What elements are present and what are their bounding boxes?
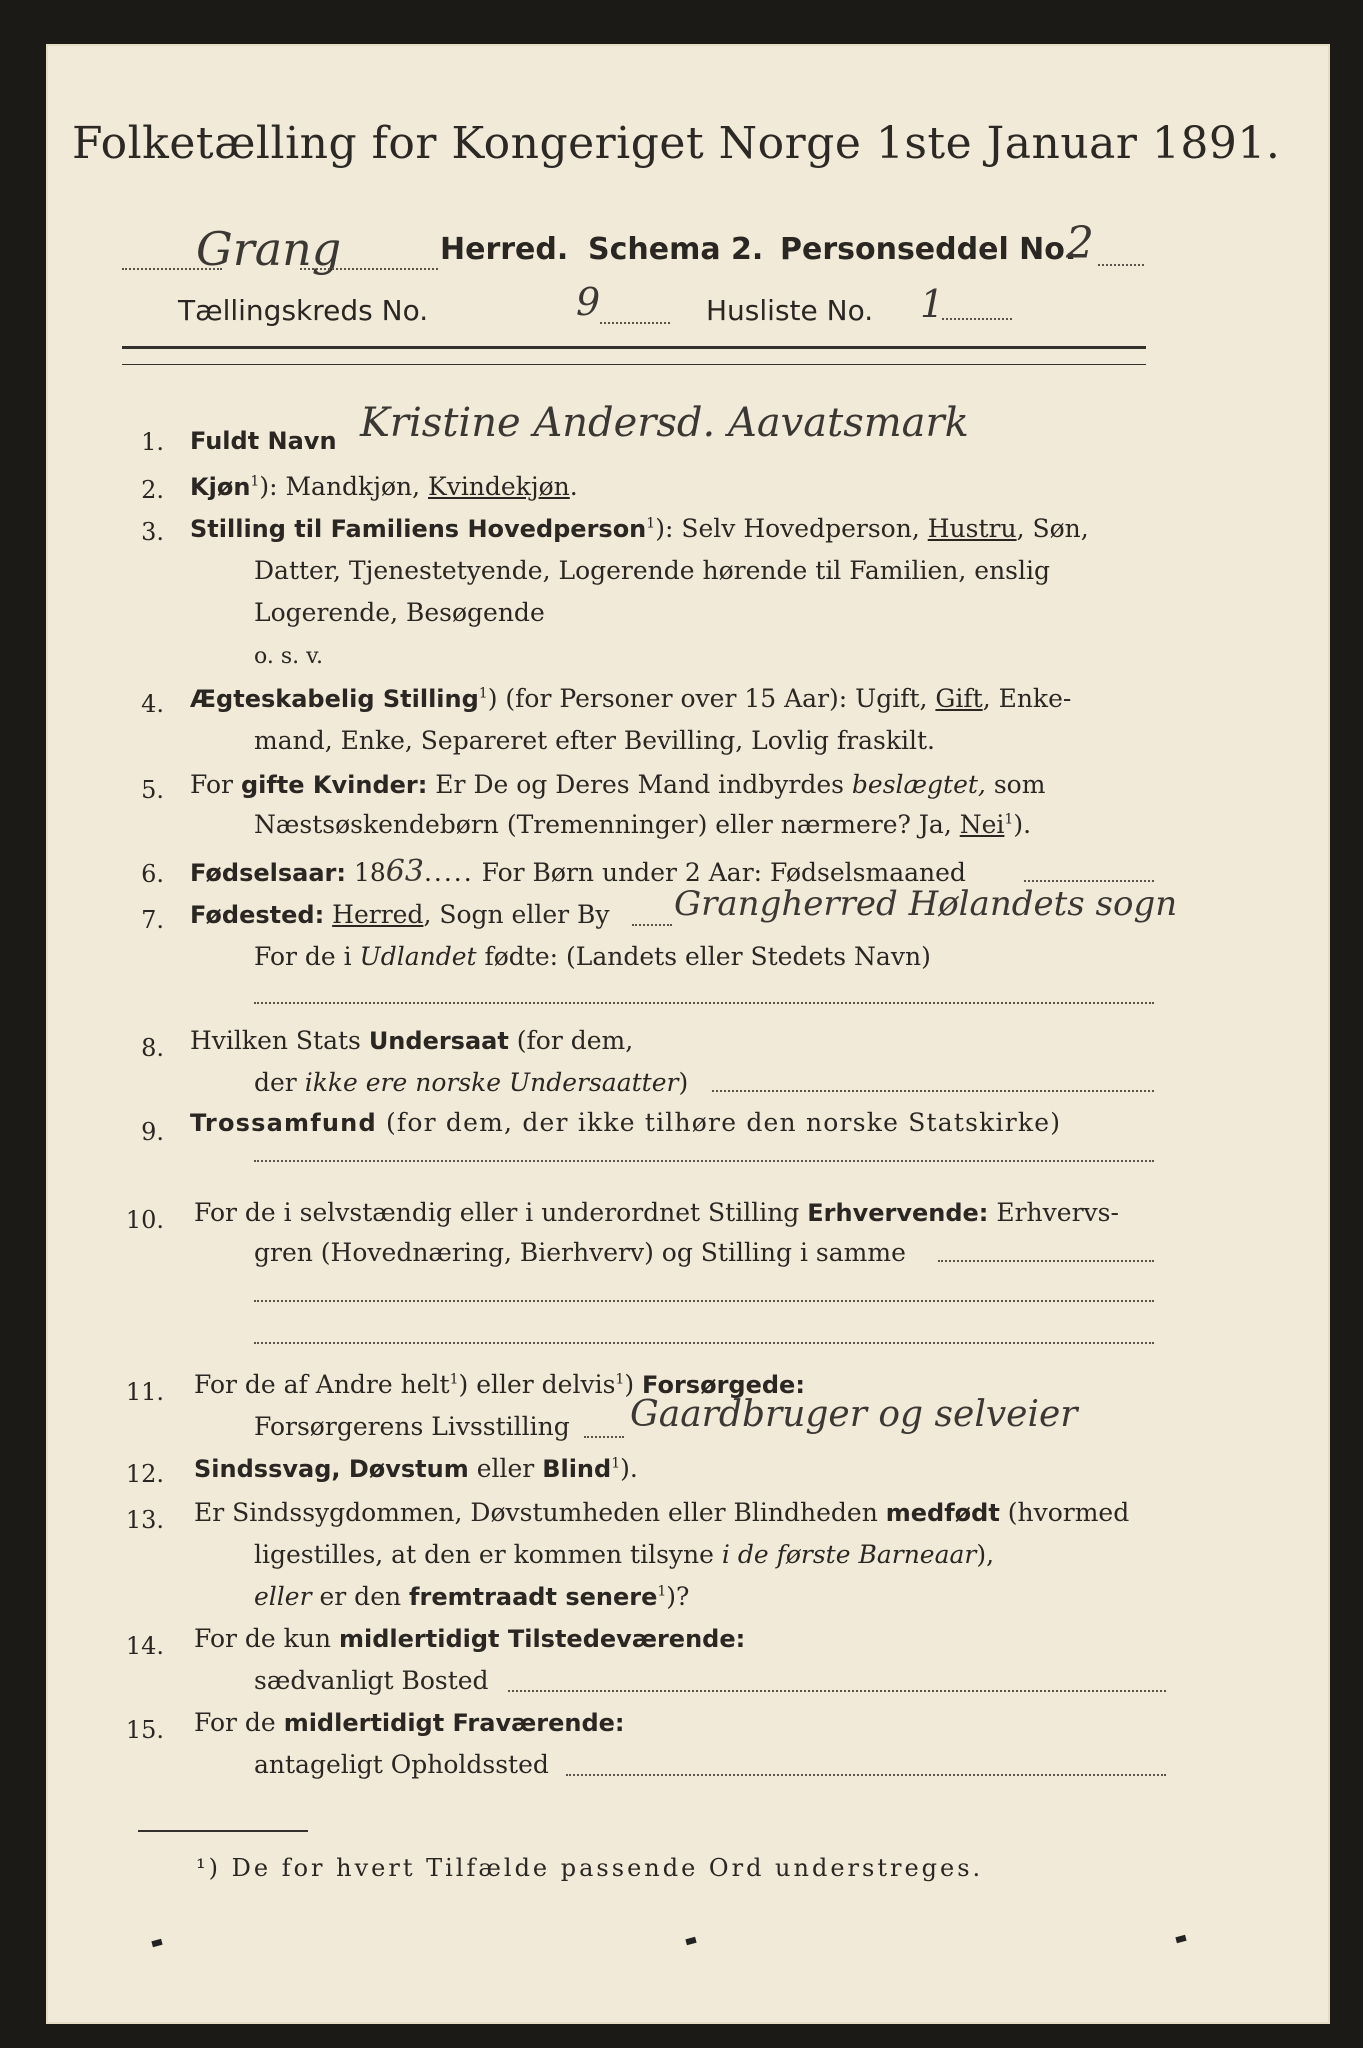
item-15-row bbox=[194, 1708, 625, 1737]
item-6-text-a: 18 bbox=[346, 858, 386, 887]
item-6-label: Fødselsaar: bbox=[190, 859, 346, 887]
item-5-row bbox=[190, 770, 1045, 799]
sup-mark: 1 bbox=[478, 685, 488, 702]
birth-month-dotted-line bbox=[1024, 880, 1154, 882]
item-5-line2-c: ). bbox=[1013, 810, 1032, 839]
item-2-row bbox=[190, 472, 578, 501]
item-number: 10. bbox=[125, 1206, 164, 1234]
item-3-text-c: , Søn, bbox=[1016, 514, 1089, 543]
item-13-line3-a: eller bbox=[254, 1582, 312, 1611]
personseddel-value: 2 bbox=[1066, 218, 1094, 269]
item-8-row bbox=[190, 1026, 633, 1055]
birthplace-value: Grangherred Hølandets sogn bbox=[674, 884, 1178, 924]
item-12-row bbox=[194, 1454, 638, 1483]
footnote-rule bbox=[138, 1830, 308, 1832]
item-number: 3. bbox=[141, 518, 164, 546]
item-8-label: Undersaat bbox=[368, 1027, 509, 1055]
item-10-row bbox=[194, 1198, 1119, 1227]
item-2-text-c: . bbox=[569, 472, 578, 501]
item-9-label: Trossamfund bbox=[190, 1109, 377, 1137]
item-11-text-b: ) eller delvis bbox=[458, 1370, 616, 1399]
item-4-line2: mand, Enke, Separeret efter Bevilling, Lovlig fraskilt. bbox=[254, 726, 935, 755]
item-number: 14. bbox=[125, 1632, 164, 1660]
item-9-row bbox=[190, 1108, 1061, 1137]
header-rule bbox=[122, 346, 1146, 349]
item-13-label: medfødt bbox=[885, 1499, 1000, 1527]
item-3-line2: Datter, Tjenestetyende, Logerende hørende til Familien, enslig bbox=[254, 556, 1051, 585]
item-8-line2-a: der bbox=[254, 1068, 305, 1097]
kreds-dotted-line bbox=[600, 322, 670, 324]
item-4-text-c: , Enke- bbox=[982, 684, 1072, 713]
item-3-row bbox=[190, 514, 1089, 543]
item-11-text-a: For de af Andre helt bbox=[194, 1370, 450, 1399]
sup-mark: 1 bbox=[615, 1371, 625, 1388]
item-8-line2-b: ikke ere norske Undersaatter bbox=[304, 1068, 679, 1097]
item-13-line3-c: fremtraadt senere bbox=[409, 1583, 658, 1611]
footnote: ¹) De for hvert Tilfælde passende Ord understreges. bbox=[196, 1854, 984, 1882]
sup-mark: 1 bbox=[449, 1371, 459, 1388]
personseddel-label: Personseddel No. bbox=[780, 232, 1077, 267]
item-2-label: Kjøn bbox=[190, 473, 251, 501]
item-12-label-2: Blind bbox=[542, 1455, 612, 1483]
sup-mark: 1 bbox=[646, 515, 656, 532]
item-15-label: midlertidigt Fraværende: bbox=[283, 1709, 625, 1737]
item-number: 11. bbox=[125, 1378, 164, 1406]
kreds-value: 9 bbox=[576, 280, 601, 324]
form-title: Folketælling for Kongeriget Norge 1ste Januar 1891. bbox=[72, 118, 1281, 169]
erhverv-dotted-line-3 bbox=[254, 1342, 1154, 1344]
item-14-label: midlertidigt Tilstedeværende: bbox=[338, 1625, 746, 1653]
item-2-text-b: Kvindekjøn bbox=[428, 472, 570, 501]
item-11-line2: Forsørgerens Livsstilling bbox=[254, 1412, 570, 1441]
sup-mark: 1 bbox=[1004, 811, 1014, 828]
item-8-line2-c: ) bbox=[678, 1068, 689, 1097]
item-13-line3 bbox=[254, 1582, 689, 1611]
foreign-birthplace-dotted-line bbox=[254, 1002, 1154, 1004]
item-13-row bbox=[194, 1498, 1129, 1527]
husliste-value: 1 bbox=[920, 282, 945, 326]
item-5-text-a: For bbox=[190, 770, 241, 799]
item-14-row bbox=[194, 1624, 745, 1653]
item-number: 8. bbox=[141, 1034, 164, 1062]
item-number: 4. bbox=[141, 690, 164, 718]
item-1-row bbox=[190, 426, 337, 455]
item-4-label: Ægteskabelig Stilling bbox=[190, 685, 479, 713]
undersaat-dotted-line bbox=[712, 1090, 1154, 1092]
item-13-line2 bbox=[254, 1540, 994, 1569]
item-12-text-a: eller bbox=[468, 1454, 543, 1483]
item-number: 5. bbox=[141, 776, 164, 804]
item-15-line2: antageligt Opholdssted bbox=[254, 1750, 549, 1779]
item-5-text-b: Er De og Deres Mand indbyrdes bbox=[427, 770, 852, 799]
item-13-line2-c: ), bbox=[976, 1540, 995, 1569]
item-7-line2-c: fødte: (Landets eller Stedets Navn) bbox=[476, 942, 931, 971]
item-13-text-b: (hvormed bbox=[999, 1498, 1130, 1527]
item-14-text-a: For de kun bbox=[194, 1624, 339, 1653]
item-5-line2-a: Næstsøskendebørn (Tremenninger) eller nærmere? Ja, bbox=[254, 810, 960, 839]
item-5-label: gifte Kvinder: bbox=[240, 771, 428, 799]
item-number: 13. bbox=[125, 1506, 164, 1534]
item-number: 9. bbox=[141, 1118, 164, 1146]
erhverv-dotted-line-1 bbox=[938, 1260, 1154, 1262]
item-12-label: Sindssvag, Døvstum bbox=[194, 1455, 469, 1483]
item-3-line3: Logerende, Besøgende bbox=[254, 598, 545, 627]
personseddel-dotted-line bbox=[1098, 264, 1144, 266]
bosted-dotted-line bbox=[508, 1690, 1166, 1692]
item-11-label: Forsørgede: bbox=[642, 1371, 805, 1399]
item-10-text-b: Erhvervs- bbox=[988, 1198, 1119, 1227]
item-number: 15. bbox=[125, 1716, 164, 1744]
item-8-line2 bbox=[254, 1068, 688, 1097]
herred-label: Herred. bbox=[440, 232, 569, 267]
item-9-text-a: (for dem, der ikke tilhøre den norske Statskirke) bbox=[376, 1108, 1062, 1137]
item-12-text-b: ). bbox=[620, 1454, 638, 1483]
trossamfund-dotted-line bbox=[254, 1160, 1154, 1162]
full-name-value: Kristine Andersd. Aavatsmark bbox=[360, 400, 969, 446]
opholdssted-dotted-line bbox=[566, 1774, 1166, 1776]
schema-label: Schema 2. bbox=[588, 232, 764, 267]
kreds-label: Tællingskreds No. bbox=[178, 294, 429, 327]
item-13-line2-a: ligestilles, at den er kommen tilsyne bbox=[254, 1540, 722, 1569]
item-8-text-b: (for dem, bbox=[508, 1026, 634, 1055]
sup-mark: 1 bbox=[611, 1455, 621, 1472]
item-13-line3-d: )? bbox=[666, 1582, 690, 1611]
provider-dotted-line bbox=[584, 1436, 624, 1438]
sup-mark: 1 bbox=[657, 1583, 667, 1600]
herred-dotted-line-2 bbox=[300, 268, 438, 270]
herred-value: Grang bbox=[196, 222, 342, 276]
item-7-text-b: , Sogn eller By bbox=[423, 900, 610, 929]
item-3-text-a: ): Selv Hovedperson, bbox=[655, 514, 928, 543]
item-13-line3-b: er den bbox=[311, 1582, 410, 1611]
item-6-text-b: For Børn under 2 Aar: Fødselsmaaned bbox=[473, 858, 966, 887]
provider-occupation-value: Gaardbruger og selveier bbox=[630, 1394, 1078, 1435]
item-number: 12. bbox=[125, 1460, 164, 1488]
item-number: 6. bbox=[141, 860, 164, 888]
item-3-line4: o. s. v. bbox=[254, 644, 323, 669]
item-11-text-c: ) bbox=[624, 1370, 643, 1399]
sup-mark: 1 bbox=[250, 473, 260, 490]
item-7-row bbox=[190, 900, 610, 929]
item-number: 1. bbox=[141, 428, 164, 456]
item-7-text-a: Herred bbox=[332, 900, 424, 929]
header-rule-thin bbox=[122, 364, 1146, 365]
item-10-text-a: For de i selvstændig eller i underordnet Stilling bbox=[194, 1198, 808, 1227]
item-7-line2 bbox=[254, 942, 931, 971]
item-3-label: Stilling til Familiens Hovedperson bbox=[190, 515, 647, 543]
item-15-text-a: For de bbox=[194, 1708, 284, 1737]
item-13-text-a: Er Sindssygdommen, Døvstumheden eller Blindheden bbox=[194, 1498, 886, 1527]
item-7-line2-a: For de i bbox=[254, 942, 360, 971]
item-4-row bbox=[190, 684, 1071, 713]
item-14-line2: sædvanligt Bosted bbox=[254, 1666, 489, 1695]
item-4-text-b: Gift bbox=[935, 684, 983, 713]
husliste-dotted-line bbox=[942, 318, 1012, 320]
item-4-text-a: ) (for Personer over 15 Aar): Ugift, bbox=[487, 684, 936, 713]
item-8-text-a: Hvilken Stats bbox=[190, 1026, 369, 1055]
item-5-text-c: beslægtet, bbox=[851, 770, 986, 799]
item-7-line2-b: Udlandet bbox=[359, 942, 477, 971]
item-2-text-a: ): Mandkjøn, bbox=[259, 472, 429, 501]
erhverv-dotted-line-2 bbox=[254, 1300, 1154, 1302]
item-number: 2. bbox=[141, 476, 164, 504]
item-1-label: Fuldt Navn bbox=[190, 427, 337, 455]
birth-year-value: 63 bbox=[385, 854, 424, 889]
item-number: 7. bbox=[141, 906, 164, 934]
item-10-line2: gren (Hovednæring, Bierhverv) og Stilling i samme bbox=[254, 1238, 906, 1267]
item-5-line2-b: Nei bbox=[959, 810, 1005, 839]
item-5-line2 bbox=[254, 810, 1031, 839]
item-13-line2-b: i de første Barneaar bbox=[721, 1540, 977, 1569]
item-3-text-b: Hustru bbox=[927, 514, 1017, 543]
item-10-label: Erhvervende: bbox=[807, 1199, 989, 1227]
birthplace-dotted-line bbox=[632, 924, 672, 926]
item-6-row: Fødselsaar: 1863..... For Børn under 2 Aar: Fødselsmaaned bbox=[190, 854, 966, 889]
item-7-label: Fødested: bbox=[190, 901, 325, 929]
item-5-text-d: som bbox=[985, 770, 1046, 799]
husliste-label: Husliste No. bbox=[706, 294, 874, 327]
